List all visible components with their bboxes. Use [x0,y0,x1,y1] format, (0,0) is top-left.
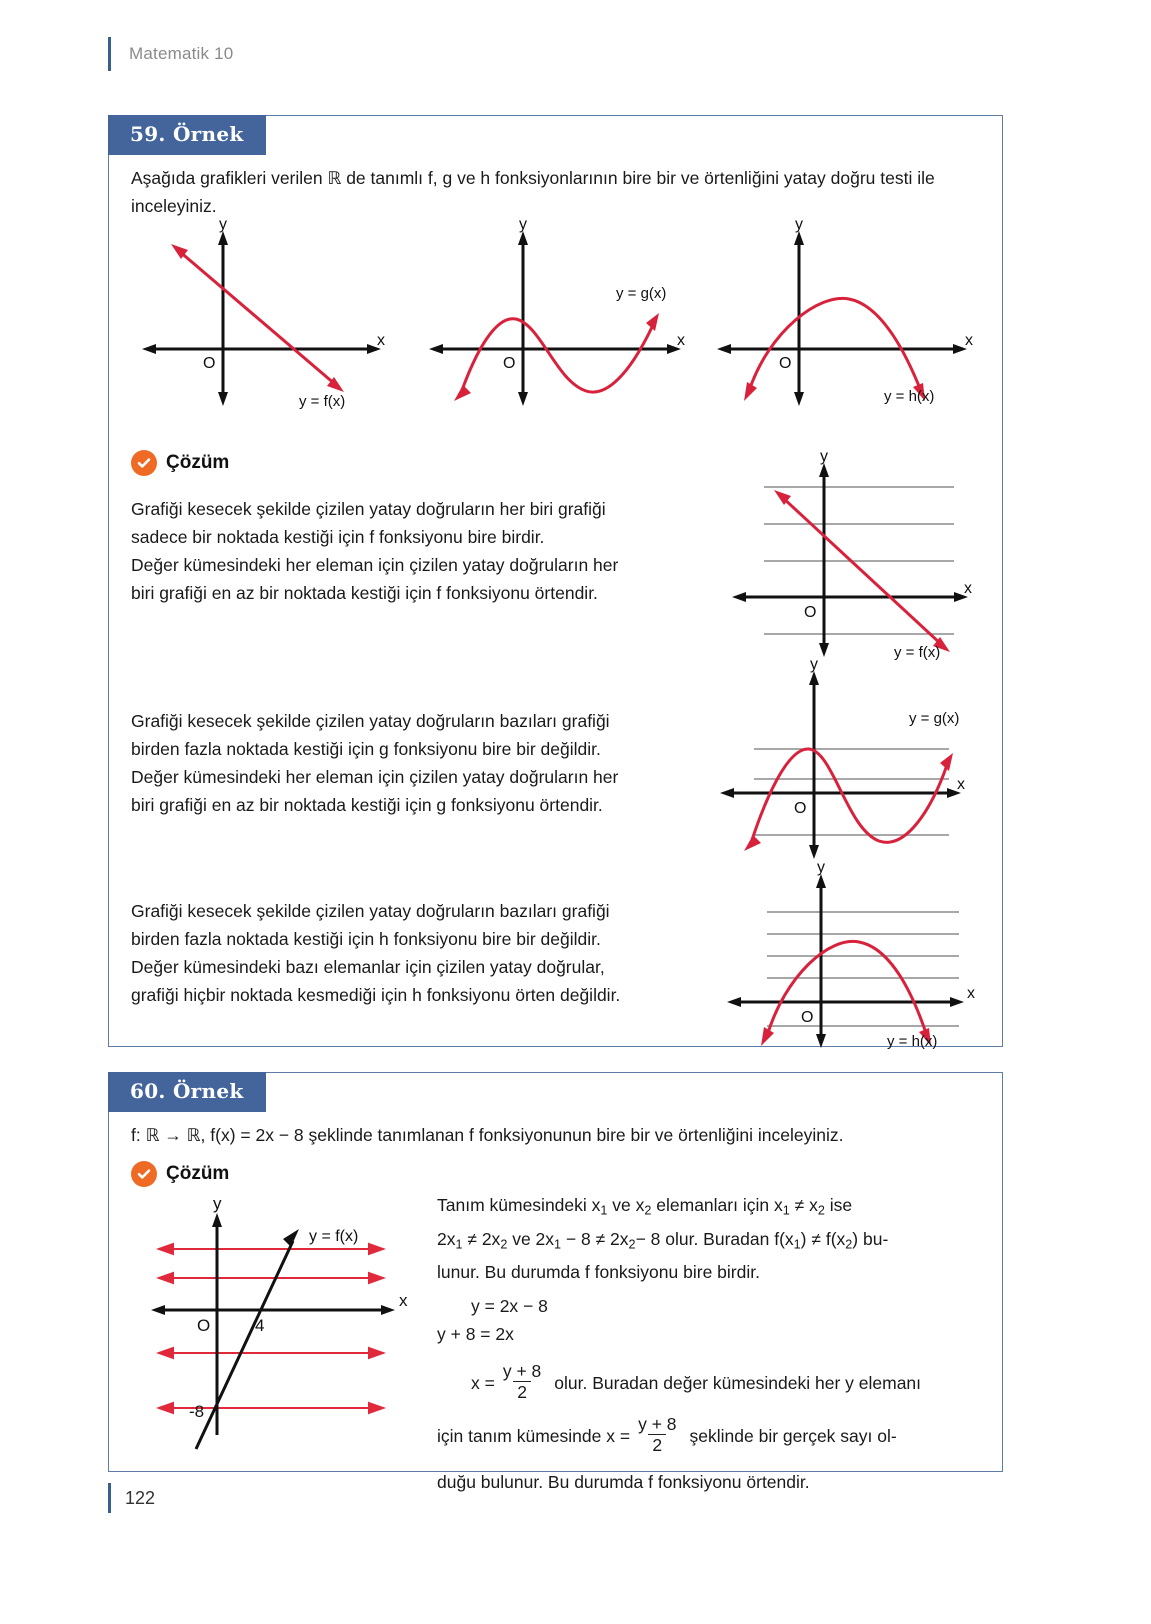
solution-2-line-1: Grafiği kesecek şekilde çizilen yatay doğruların bazıları grafiği [131,711,610,731]
x-axis-label: x [377,332,385,349]
solution-3-line-4: grafiği hiçbir noktada kesmediği için h fonksiyonu örten değildir. [131,985,621,1005]
x-axis-label: x [399,1291,408,1310]
graph-g-test [709,656,984,861]
x-axis-label: x [964,580,972,597]
math-line-2: $2x_1 \ne 2x_2$ ve $2x_1 - 8 \ne 2x_2- 8$ olur. Buradan $f(x_1) \ne f(x_2)$ bu- [437,1228,889,1252]
solution-1-line-4: biri grafiği en az bir noktada kestiği için f fonksiyonu örtendir. [131,583,598,603]
cozum-heading-60 [131,1161,229,1187]
math-eq-3: x = $\frac{y + 8}{2}$ olur. Buradan değer kümesindeki her y elemanı [471,1361,922,1403]
cozum-label: Çözüm [166,452,230,473]
x-intercept-label: 4 [255,1316,265,1335]
fraction-y-plus-8-over-2: $\frac{y + 8}{2}$ [638,1414,677,1456]
solution-2-line-2: birden fazla noktada kestiği için g fonksiyonu bire bir değildir. [131,739,601,759]
check-circle-icon [131,450,157,476]
origin-label: O [503,355,516,372]
y-axis-label: y [795,216,803,233]
header-accent-rule [108,37,111,71]
origin-label: O [197,1316,211,1335]
y-axis-label: y [519,216,527,233]
solution-2-line-4: biri grafiği en az bir noktada kestiği için g fonksiyonu örtendir. [131,795,603,815]
graph-h [709,216,984,406]
graph-f60 [133,1195,423,1455]
example-60-math [437,1191,985,1496]
example-59-question: Aşağıda grafikleri verilen ℝ de tanımlı f, g ve h fonksiyonlarının bire bir ve örtenliğini yatay doğru testi ile inceleyiniz. [131,168,935,216]
check-circle-icon [131,1161,157,1187]
example-60-tag: 60. Örnek [108,1072,266,1112]
origin-label: O [804,604,817,621]
curve-label: y = f(x) [299,393,346,410]
y-axis-label: y [810,656,818,673]
math-line-1: Tanım kümesindeki $x_1$ ve $x_2$ elemanları için $x_1 \ne x_2$ ise [437,1195,853,1218]
curve-label: y = g(x) [909,710,960,727]
y-axis-label: y [219,216,227,233]
graph-h-test [709,859,984,1050]
math-eq-2: y + 8 = 2x [437,1324,514,1345]
footer-accent-rule [108,1483,111,1513]
solution-1-line-2: sadece bir noktada kestiği için f fonksiyonu bire birdir. [131,527,545,547]
cozum-label: Çözüm [166,1163,230,1184]
curve-label: y = h(x) [887,1033,938,1050]
curve-label: y = g(x) [616,285,667,302]
solution-3-text [131,897,721,1009]
solution-3-line-1: Grafiği kesecek şekilde çizilen yatay doğruların bazıları grafiği [131,901,610,921]
math-eq-4: için tanım kümesinde x = $\frac{y + 8}{2}$ şeklinde bir gerçek sayı ol- [437,1414,897,1456]
curve-label: y = f(x) [894,644,941,661]
math-line-3: lunur. Bu durumda f fonksiyonu bire birdir. [437,1262,760,1283]
y-axis-label: y [213,1194,222,1213]
x-axis-label: x [677,332,685,349]
solution-2-text [131,707,721,819]
solution-3-line-2: birden fazla noktada kestiği için h fonksiyonu bire bir değildir. [131,929,601,949]
solution-2-line-3: Değer kümesindeki her eleman için çizilen yatay doğruların her [131,767,619,787]
origin-label: O [203,355,216,372]
curve-label: y = h(x) [884,388,935,405]
page-number: 122 [125,1487,156,1508]
example-59-box [108,115,1003,1050]
graph-f-test [714,449,984,659]
example-60-box [108,1072,1003,1493]
y-intercept-label: -8 [189,1402,205,1421]
header-title: Matematik 10 [129,44,234,63]
math-eq-1: y = 2x − 8 [471,1296,548,1317]
page-header [108,36,233,72]
origin-label: O [801,1009,814,1026]
x-axis-label: x [957,776,965,793]
solution-3-line-3: Değer kümesindeki bazı elemanlar için çizilen yatay doğrular, [131,957,605,977]
example-59-tag: 59. Örnek [108,115,266,155]
origin-label: O [794,800,807,817]
math-line-last: duğu bulunur. Bu durumda f fonksiyonu örtendir. [437,1472,810,1493]
cozum-heading-59 [131,450,229,476]
example-60-question: f: ℝ → ℝ, f(x) = 2x − 8 şeklinde tanımlanan f fonksiyonunun bire bir ve örtenliğini inceleyiniz. [131,1125,844,1145]
x-axis-label: x [967,985,975,1002]
graph-g [421,216,701,406]
solution-1-text [131,495,721,607]
x-axis-label: x [965,332,973,349]
fraction-y-plus-8-over-2: $\frac{y + 8}{2}$ [502,1361,542,1403]
page-footer [108,1482,155,1514]
origin-label: O [779,355,792,372]
solution-1-line-3: Değer kümesindeki her eleman için çizilen yatay doğruların her [131,555,619,575]
y-axis-label: y [820,448,828,465]
y-axis-label: y [817,859,825,876]
graph-f [131,216,401,410]
curve-label: y = f(x) [309,1228,359,1245]
solution-1-line-1: Grafiği kesecek şekilde çizilen yatay doğruların her biri grafiği [131,499,606,519]
